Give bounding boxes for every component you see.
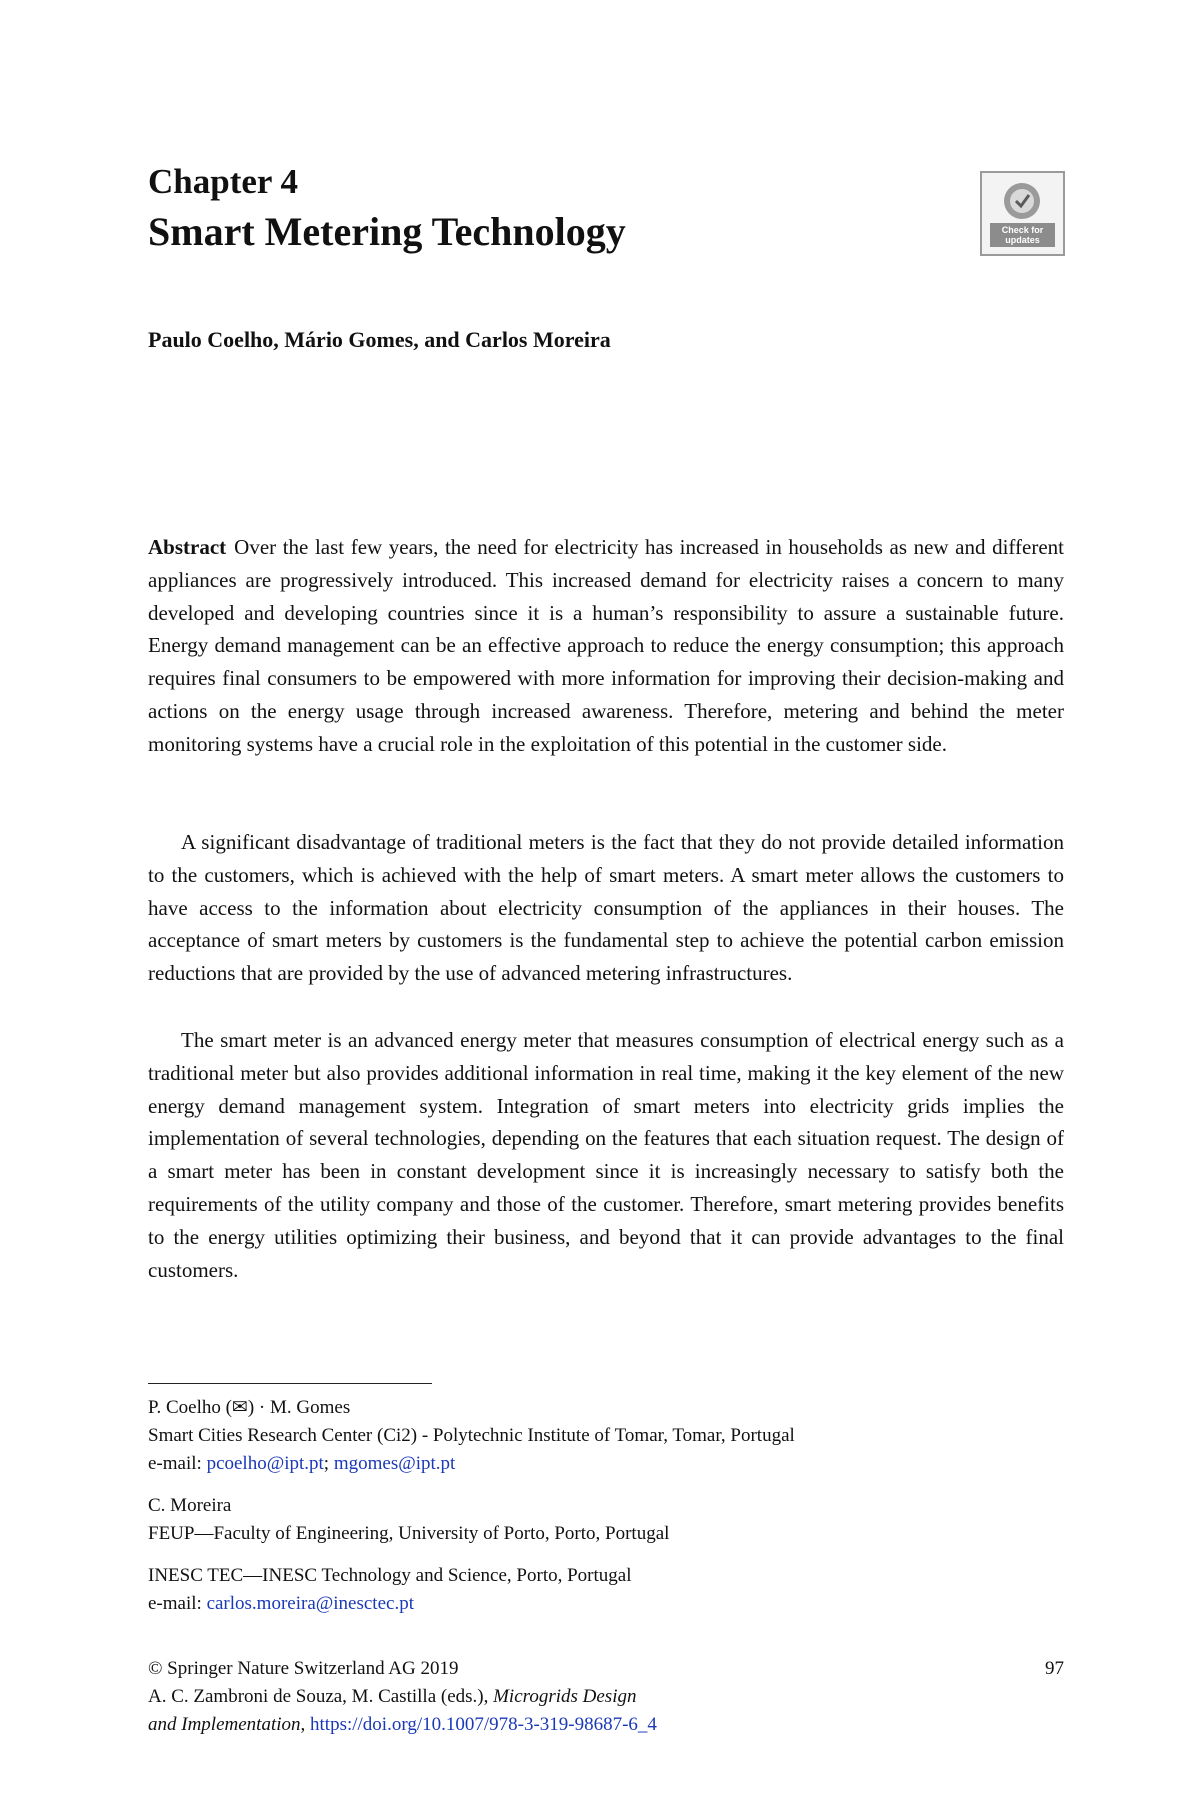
- body-paragraph: A significant disadvantage of traditional meters is the fact that they do not provide detailed information to the customers, which is achieved with the help of smart meters. A smart meter allows the customers to have access to the information about electricity consumption of the appliances in their houses. The acceptance of smart meters by customers is the fundamental step to achieve the potential carbon emission reductions that are provided by the use of advanced metering infrastructures.: [148, 830, 1064, 986]
- abstract-label: Abstract: [148, 535, 227, 559]
- footnote-divider: [148, 1383, 432, 1384]
- affiliation-3-email-line: e-mail: carlos.moreira@inesctec.pt: [148, 1593, 414, 1614]
- abstract-paragraph: [148, 531, 1064, 761]
- email-link-mgomes[interactable]: mgomes@ipt.pt: [333, 1453, 456, 1474]
- email-link-pcoelho[interactable]: pcoelho@ipt.pt: [206, 1453, 324, 1474]
- page-number: 97: [1045, 1658, 1064, 1679]
- doi-link[interactable]: https://doi.org/10.1007/978-3-319-98687-6_4: [310, 1714, 657, 1735]
- citation-line-1: A. C. Zambroni de Souza, M. Castilla (eds.), Microgrids Design: [148, 1686, 637, 1707]
- citation-line-2: and Implementation, https://doi.org/10.1007/978-3-319-98687-6_4: [148, 1714, 657, 1735]
- body-paragraph: The smart meter is an advanced energy meter that measures consumption of electrical energy such as a traditional meter but also provides additional information in real time, making it the key element of the new energy demand management system. Integration of smart meters into electricity grids implies the implementation of several technologies, depending on the features that each situation request. The design of a smart meter has been in constant development since it is increasingly necessary to satisfy both the requirements of the utility company and those of the customer. Therefore, smart metering provides benefits to the energy utilities optimizing their business, and beyond that it can provide advantages to the final customers.: [148, 1028, 1064, 1282]
- email-link-cmoreira[interactable]: carlos.moreira@inesctec.pt: [206, 1593, 414, 1614]
- chapter-title: Smart Metering Technology: [148, 209, 626, 254]
- affiliation-3: [148, 1562, 1064, 1618]
- affiliation-2: [148, 1492, 1064, 1548]
- affiliation-1-institution: Smart Cities Research Center (Ci2) - Polytechnic Institute of Tomar, Tomar, Portugal: [148, 1425, 795, 1446]
- publication-footer: [148, 1655, 1064, 1739]
- abstract-text: Over the last few years, the need for electricity has increased in households as new and different appliances are progressively introduced. This increased demand for electricity raises a concern to many developed and developing countries since it is a human’s responsibility to assure a sustainable future. Energy demand management can be an effective approach to reduce the energy consumption; this approach requires final consumers to be empowered with more information for improving their decision-making and actions on the energy usage through increased awareness. Therefore, metering and behind the meter monitoring systems have a crucial role in the exploitation of this potential in the customer side.: [148, 535, 1064, 756]
- affiliation-1-names: P. Coelho (✉) · M. Gomes: [148, 1397, 351, 1418]
- author-list: Paulo Coelho, Mário Gomes, and Carlos Moreira: [148, 327, 611, 352]
- chapter-label: Chapter 4: [148, 162, 299, 201]
- check-for-updates-badge[interactable]: [980, 171, 1065, 256]
- copyright: © Springer Nature Switzerland AG 2019: [148, 1658, 459, 1679]
- affiliation-2-institution: FEUP—Faculty of Engineering, University of Porto, Porto, Portugal: [148, 1523, 670, 1544]
- badge-label: Check for updates: [1001, 225, 1044, 245]
- affiliation-3-institution: INESC TEC—INESC Technology and Science, Porto, Portugal: [148, 1565, 632, 1586]
- book-title: Microgrids Design: [493, 1686, 637, 1707]
- affiliation-2-name: C. Moreira: [148, 1495, 232, 1516]
- affiliation-1-email-line: e-mail: pcoelho@ipt.pt; mgomes@ipt.pt: [148, 1453, 456, 1474]
- affiliation-1: [148, 1394, 1064, 1478]
